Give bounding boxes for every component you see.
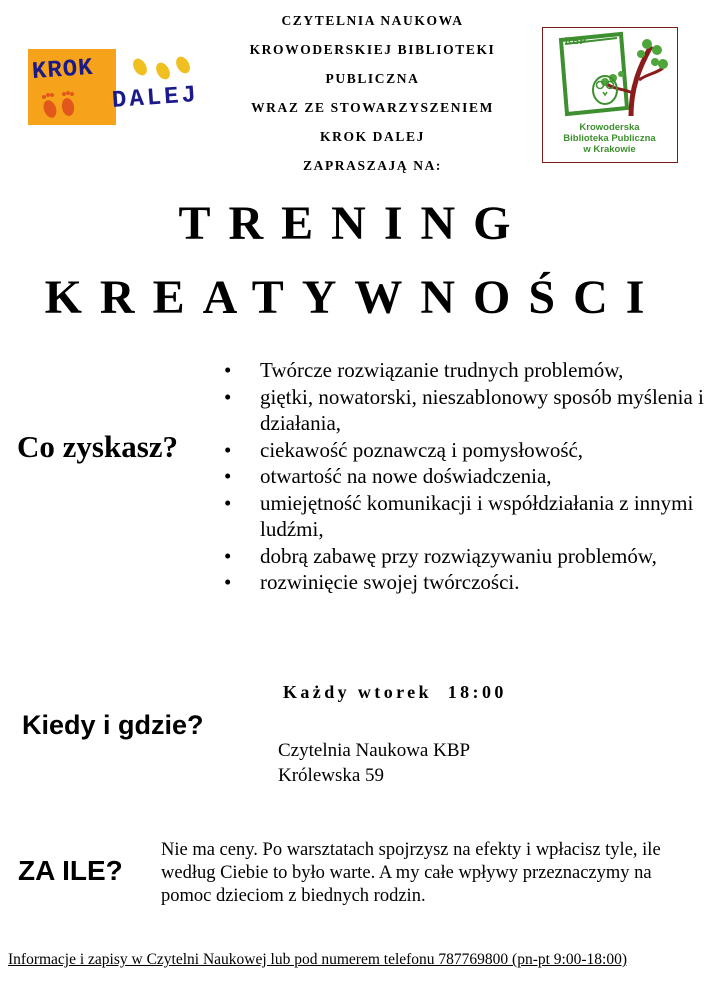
krok-dalej-logo <box>28 49 200 125</box>
kbp-logo-caption-line: w Krakowie <box>583 144 636 155</box>
when-where-label: Kiedy i gdzie? <box>22 710 204 740</box>
venue-text: Czytelnia Naukowa KBP <box>278 740 471 761</box>
header-line-4: WRAZ ZE STOWARZYSZENIEM <box>251 100 494 115</box>
header-line-1: CZYTELNIA NAUKOWA <box>281 13 464 28</box>
krok-dalej-logo-top-text: KROK <box>31 54 95 87</box>
kbp-logo-caption <box>543 122 676 155</box>
header-line-3: PUBLICZNA <box>325 71 420 86</box>
price-text: Nie ma ceny. Po warsztatach spojrzysz na efekty i wpłacisz tyle, ile według Ciebie to było warte. A my całe wpływy przeznaczymy na pomoc dzieciom z biednych rodzin. <box>161 840 661 906</box>
list-item: • giętki, nowatorski, nieszablonowy sposób myślenia i działania, <box>216 384 706 437</box>
kbp-logo-caption-line: Krowoderska <box>579 122 640 133</box>
address-text: Królewska 59 <box>278 765 385 786</box>
benefits-label: Co zyskasz? <box>17 429 179 464</box>
header-line-6: ZAPRASZAJĄ NA: <box>302 158 443 173</box>
benefits-list <box>216 357 706 596</box>
kbp-logo-abbr: KBP <box>565 36 587 47</box>
krok-dalej-logo-bottom-text: DALEJ <box>111 81 200 116</box>
owl-tree-icon <box>543 28 676 118</box>
kbp-logo <box>542 27 678 163</box>
list-item: • Twórcze rozwiązanie trudnych problemów, <box>216 357 706 384</box>
title-line-2: KREATYWNOŚCI <box>44 271 663 324</box>
list-item: • ciekawość poznawczą i pomysłowość, <box>216 437 706 464</box>
list-item: • rozwinięcie swojej twórczości. <box>216 569 706 596</box>
header-line-2: KROWODERSKIEJ BIBLIOTEKI <box>249 42 496 57</box>
price-label: ZA ILE? <box>18 855 123 886</box>
list-item: • dobrą zabawę przy rozwiązywaniu problemów, <box>216 543 706 570</box>
title-line-1: TRENING <box>178 197 529 250</box>
schedule-text: Każdy wtorek 18:00 <box>283 682 507 702</box>
list-item: • umiejętność komunikacji i współdziałania z innymi ludźmi, <box>216 490 706 543</box>
kbp-logo-caption-line: Biblioteka Publiczna <box>563 133 656 144</box>
footer-info: Informacje i zapisy w Czytelni Naukowej lub pod numerem telefonu 787769800 (pn-pt 9:00-18:00) <box>8 951 627 968</box>
list-item: • otwartość na nowe doświadczenia, <box>216 463 706 490</box>
header-line-5: KROK DALEJ <box>320 129 425 144</box>
